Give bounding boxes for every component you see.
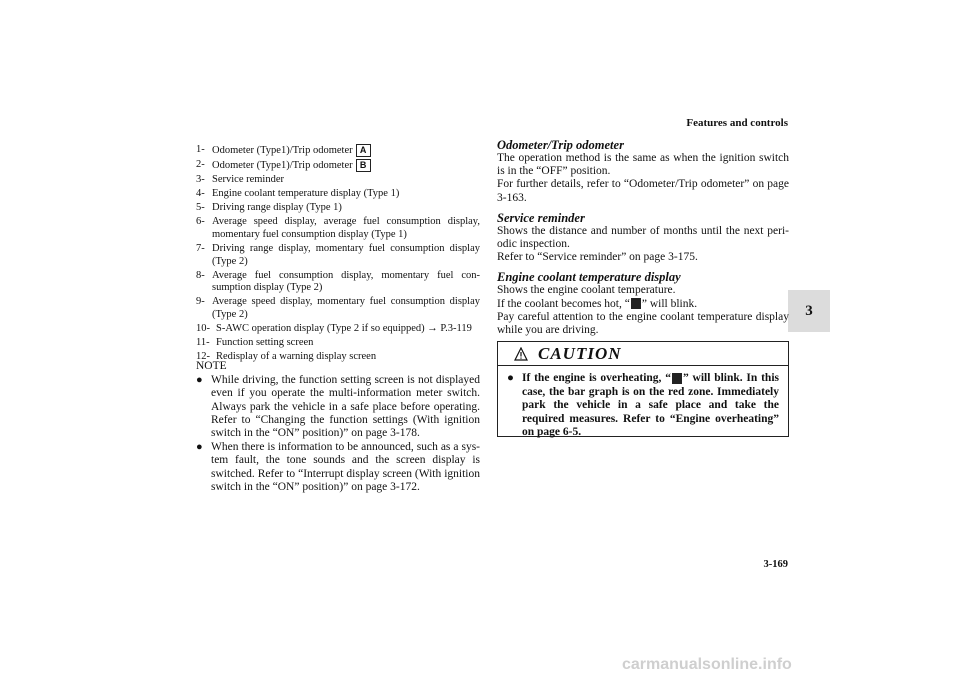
list-item: 8- Average fuel consumption display, momentary fuel con-sumption display (Type 2)	[196, 269, 480, 294]
list-item: 1- Odometer (Type1)/Trip odometer A	[196, 144, 480, 158]
list-item-text: Odometer (Type1)/Trip odometer	[212, 159, 353, 171]
caution-title: CAUTION	[538, 343, 622, 363]
page-header: Features and controls	[686, 117, 788, 129]
note-bullet: ● When there is information to be announced, such as a sys-tem fault, the tone sounds and the screen display is switched. Refer to “Interrupt display screen (With ignition switch in the “ON” position)” on page 3-172.	[196, 441, 480, 493]
service-reminder-reference: Refer to “Service reminder” on page 3-175.	[497, 251, 698, 264]
odometer-reference: For further details, refer to “Odometer/Trip odometer” on page 3-163.	[497, 178, 789, 204]
bullet-icon: ●	[196, 441, 203, 454]
list-item: 12- Redisplay of a warning display screen	[196, 351, 377, 363]
note-section	[196, 360, 480, 494]
list-item: 5- Driving range display (Type 1)	[196, 202, 342, 214]
list-item: 10- S-AWC operation display (Type 2 if so equipped) → P.3-119	[196, 323, 472, 335]
bullet-icon: ●	[196, 374, 203, 387]
warning-triangle-icon	[514, 347, 528, 361]
list-item: 4- Engine coolant temperature display (Type 1)	[196, 188, 400, 200]
coolant-blink-text: If the coolant becomes hot, “ ” will blink.	[497, 297, 698, 310]
odometer-a-badge: A	[356, 144, 371, 157]
caution-header	[498, 342, 788, 366]
coolant-temperature-icon	[631, 298, 641, 309]
caution-text: If the engine is overheating, “ ” will blink. In this case, the bar graph is on the red zone. Immediately park the vehicle in a safe place and take the required measures. Refer to “Engine overheating” on page 6-5.	[522, 372, 779, 439]
chapter-tab: 3	[788, 290, 830, 332]
odometer-text: The operation method is the same as when the ignition switch is in the “OFF” position.	[497, 152, 789, 178]
list-item: 6- Average speed display, average fuel consumption display, momentary fuel consumption display (Type 1)	[196, 216, 480, 240]
caution-box	[497, 341, 789, 437]
list-item: 9- Average speed display, momentary fuel consumption display (Type 2)	[196, 296, 480, 320]
list-item: 2- Odometer (Type1)/Trip odometer B	[196, 159, 480, 173]
service-reminder-text: Shows the distance and number of months until the next peri-odic inspection.	[497, 224, 789, 251]
note-bullet: ● While driving, the function setting screen is not displayed even if you operate the multi-information meter switch. Always park the vehicle in a safe place before operating. Refer to “Changing the function settings (With ignition switch in the “ON” position)” on page 3-178.	[196, 374, 480, 440]
coolant-heading: Engine coolant temperature display	[497, 270, 681, 285]
coolant-text: Shows the engine coolant temperature.	[497, 284, 676, 297]
list-item: 3- Service reminder	[196, 174, 285, 185]
list-item-text: Odometer (Type1)/Trip odometer	[212, 144, 353, 156]
list-item: 7- Driving range display, momentary fuel consumption display (Type 2)	[196, 242, 480, 267]
display-items-list	[196, 144, 480, 365]
page-number: 3-169	[763, 559, 788, 570]
watermark: carmanualsonline.info	[622, 656, 792, 673]
list-item: 11- Function setting screen	[196, 337, 314, 349]
caution-body	[498, 366, 788, 440]
right-column	[497, 138, 789, 337]
coolant-temperature-icon	[672, 373, 682, 384]
note-label: NOTE	[196, 360, 227, 372]
bullet-icon: ●	[507, 372, 514, 384]
odometer-b-badge: B	[356, 159, 371, 172]
coolant-attention-text: Pay careful attention to the engine coolant temperature display while you are driving.	[497, 310, 789, 337]
odometer-heading: Odometer/Trip odometer	[497, 138, 624, 152]
service-reminder-heading: Service reminder	[497, 210, 585, 225]
